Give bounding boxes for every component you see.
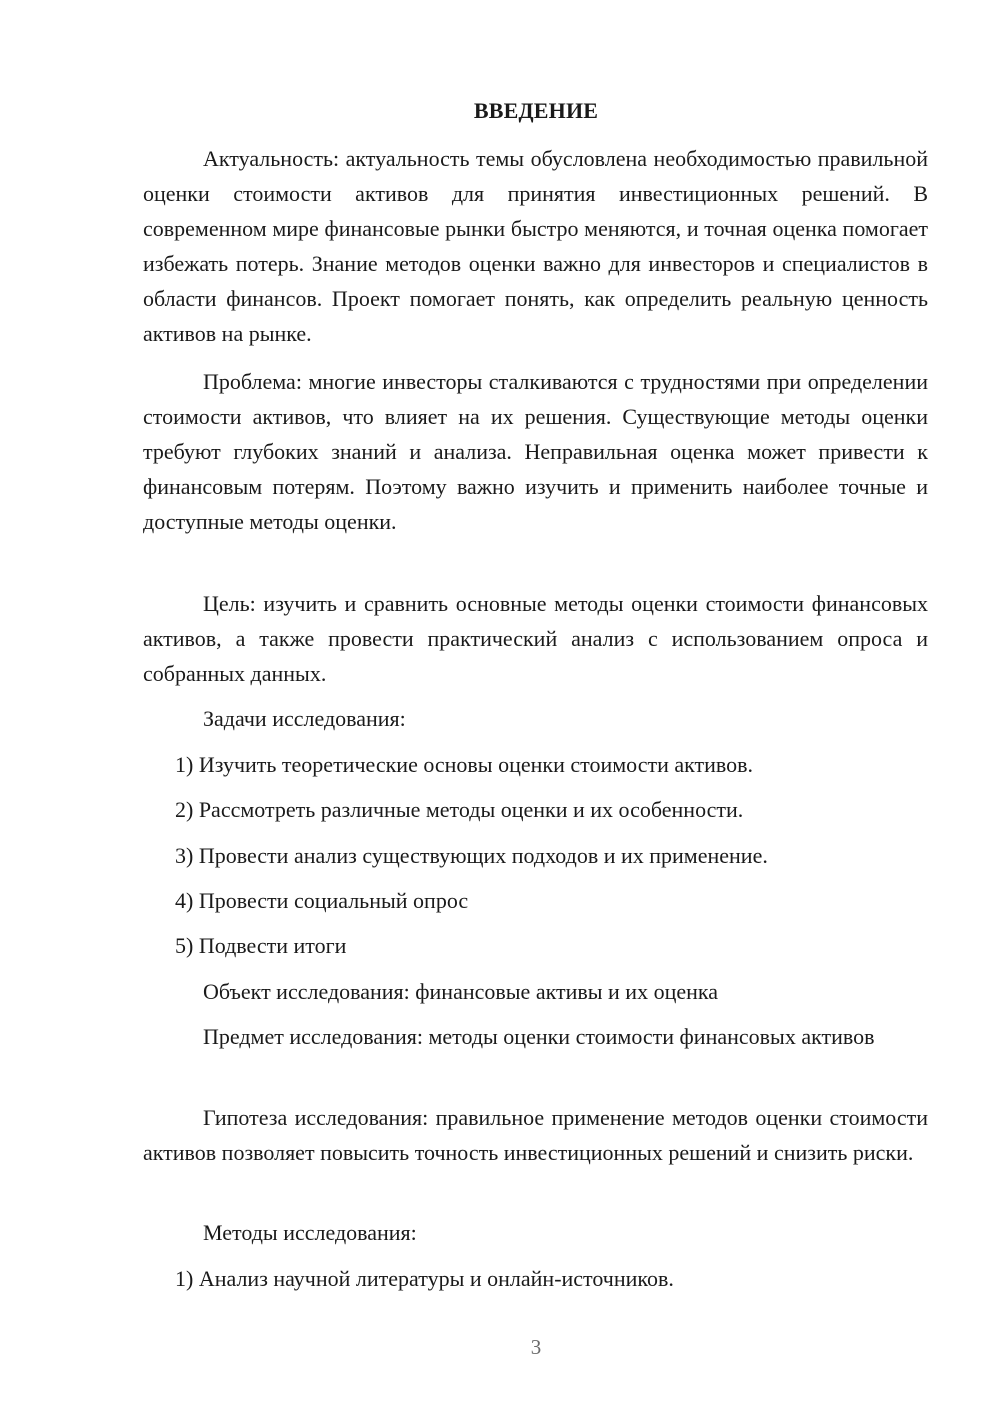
paragraph-object: Объект исследования: финансовые активы и их оценка xyxy=(203,979,719,1004)
paragraph-subject: Предмет исследования: методы оценки стоимости финансовых активов xyxy=(203,1024,875,1049)
list-item: 4) Провести социальный опрос xyxy=(175,888,469,913)
paragraph-relevance: Актуальность: актуальность темы обусловлена необходимостью правильной оценки стоимости активов для принятия инвестиционных решений. В современном мире финансовые рынки быстро меняются, и точная оценка помогает избежать потерь. Знание методов оценки важно для инвесторов и специалистов в области финансов. Проект помогает понять, как определить реальную ценность активов на рынке. xyxy=(143,146,928,346)
list-item: 5) Подвести итоги xyxy=(175,933,347,958)
page-title: ВВЕДЕНИЕ xyxy=(473,98,599,123)
paragraph-problem: Проблема: многие инвесторы сталкиваются с трудностями при определении стоимости активов, что влияет на их решения. Существующие методы оценки требуют глубоких знаний и анализа. Неправильная оценка может привести к финансовым потерям. Поэтому важно изучить и применить наиболее точные и доступные методы оценки. xyxy=(143,369,928,534)
list-item: 1) Изучить теоретические основы оценки стоимости активов. xyxy=(175,752,754,777)
page-number: 3 xyxy=(530,1335,542,1359)
list-item: 3) Провести анализ существующих подходов и их применение. xyxy=(175,843,768,868)
list-item: 2) Рассмотреть различные методы оценки и их особенности. xyxy=(175,797,744,822)
paragraph-goal: Цель: изучить и сравнить основные методы оценки стоимости финансовых активов, а также провести практический анализ с использованием опроса и собранных данных. xyxy=(143,591,928,686)
methods-heading: Методы исследования: xyxy=(203,1220,417,1245)
list-item: 1) Анализ научной литературы и онлайн-источников. xyxy=(175,1266,674,1291)
paragraph-hypothesis: Гипотеза исследования: правильное применение методов оценки стоимости активов позволяет повысить точность инвестиционных решений и снизить риски. xyxy=(143,1105,928,1165)
tasks-heading: Задачи исследования: xyxy=(203,706,406,731)
